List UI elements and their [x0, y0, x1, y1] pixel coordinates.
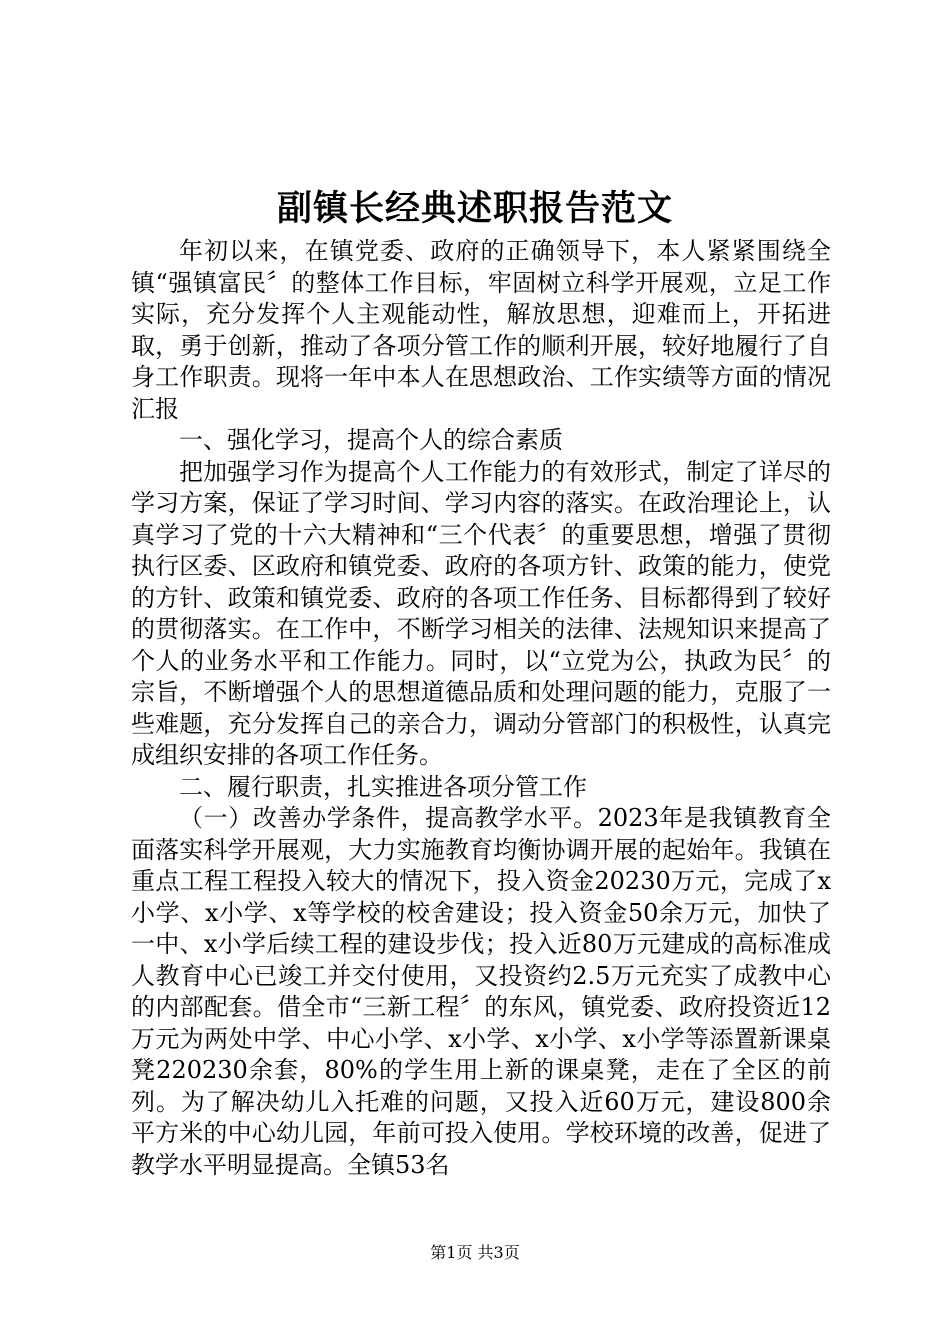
- intro-paragraph: 年初以来，在镇党委、政府的正确领导下，本人紧紧围绕全镇“强镇富民〞的整体工作目标，牢固树立科学开展观，立足工作实际，充分发挥个人主观能动性，解放思想，迎难而上，开拓进取，勇于创新，推动了各项分管工作的顺利开展，较好地履行了自身工作职责。现将一年中本人在思想政治、工作实绩等方面的情况汇报: [131, 237, 831, 423]
- section-heading-2: 二、履行职责，扎实推进各项分管工作: [179, 772, 587, 801]
- document-title: 副镇长经典述职报告范文: [276, 188, 673, 229]
- section-2-paragraph: （一）改善办学条件，提高教学水平。2023年是我镇教育全面落实科学开展观，大力实施教育均衡协调开展的起始年。我镇在重点工程工程投入较大的情况下，投入资金20230万元，完成了x小学、x小学、x等学校的校舍建设；投入资金50余万元，加快了一中、x小学后续工程的建设步伐；投入近80万元建成的高标准成人教育中心已竣工并交付使用，又投资约2.5万元充实了成教中心的内部配套。借全市“三新工程〞的东风，镇党委、政府投资近12万元为两处中学、中心小学、x小学、x小学、x小学等添置新课桌凳220230余套，80%的学生用上新的课桌凳，走在了全区的前列。为了解决幼儿入托难的问题，又投入近60万元，建设800余平方米的中心幼儿园，年前可投入使用。学校环境的改善，促进了教学水平明显提高。全镇53名: [131, 804, 831, 1179]
- page-footer: 第1页 共3页: [430, 1243, 520, 1262]
- section-heading-1: 一、强化学习，提高个人的综合素质: [179, 426, 563, 454]
- document-body: [131, 236, 831, 1181]
- section-1-paragraph: 把加强学习作为提高个人工作能力的有效形式，制定了详尽的学习方案，保证了学习时间、学习内容的落实。在政治理论上，认真学习了党的十六大精神和“三个代表〞的重要思想，增强了贯彻执行区委、区政府和镇党委、政府的各项方针、政策的能力，使党的方针、政策和镇党委、政府的各项工作任务、目标都得到了较好的贯彻落实。在工作中，不断学习相关的法律、法规知识来提高了个人的业务水平和工作能力。同时，以“立党为公，执政为民〞的宗旨，不断增强个人的思想道德品质和处理问题的能力，克服了一些难题，充分发挥自己的亲合力，调动分管部门的积极性，认真完成组织安排的各项工作任务。: [131, 457, 831, 769]
